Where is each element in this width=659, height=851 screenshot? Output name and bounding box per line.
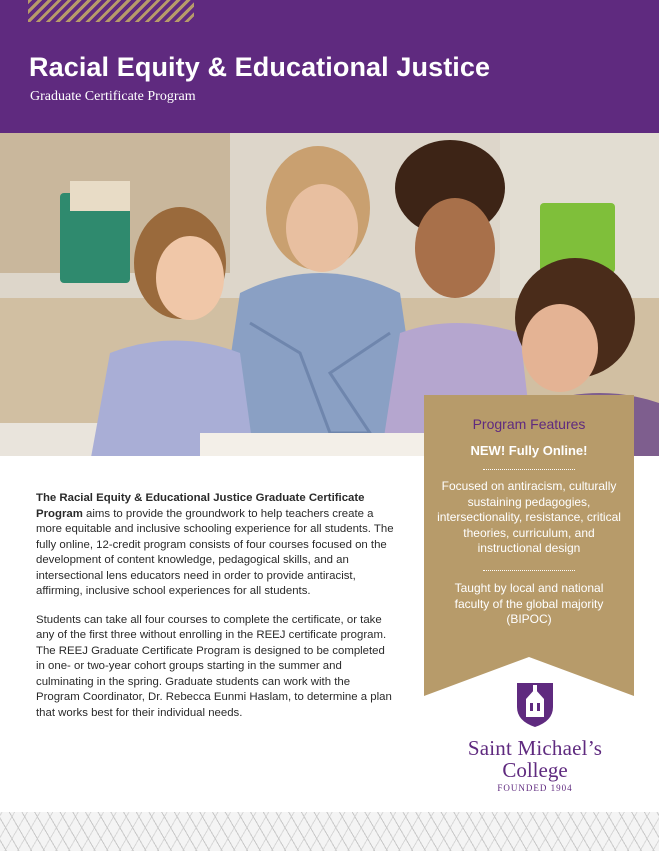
footer-pattern bbox=[0, 812, 659, 851]
program-features-ribbon bbox=[424, 395, 634, 696]
paragraph bbox=[36, 491, 394, 600]
features-title: Program Features bbox=[472, 416, 586, 432]
program-name: The Racial Equity & Educational Justice Graduate Certificate Program bbox=[36, 492, 365, 520]
decorative-stripes bbox=[28, 0, 194, 22]
founded-year: FOUNDED 1904 bbox=[497, 783, 573, 793]
feature-item: Taught by local and national faculty of the global majority (BIPOC) bbox=[454, 581, 604, 626]
program-description bbox=[36, 491, 394, 734]
divider bbox=[483, 469, 575, 470]
header-banner bbox=[0, 0, 659, 133]
feature-item: Focused on antiracism, culturally sustaining pedagogies, intersectionality, resistance, critical theories, curriculum, and instructional design bbox=[437, 479, 621, 555]
page-subtitle: Graduate Certificate Program bbox=[30, 89, 196, 104]
features-new-label: NEW! Fully Online! bbox=[470, 443, 588, 458]
chapel-crest-icon bbox=[515, 681, 555, 729]
page-title: Racial Equity & Educational Justice bbox=[29, 52, 491, 82]
divider bbox=[483, 570, 575, 571]
paragraph: Students can take all four courses to complete the certificate, or take any of the first three without enrolling in the REEJ certificate program. The REEJ Graduate Certificate Program is designed to be completed in one- or two-year cohort groups starting in the summer and culminating in the spring. Graduate students can work with the Program Coordinator, Dr. Rebecca Eunmi Haslam, to determine a plan that works best for their individual needs. bbox=[36, 613, 392, 719]
college-name-line1: Saint Michael’s bbox=[467, 736, 603, 760]
paragraph-text: aims to provide the groundwork to help teachers create a more equitable and inclusive schooling experience for all students. The fully online, 12-credit program consists of four courses focused on the development of content knowledge, pedagogical skills, and an intersectional lens educators need in order to provide antiracist, affirming, inclusive school experiences for all students. bbox=[36, 507, 394, 597]
college-logo bbox=[435, 681, 635, 801]
college-name-line2: College bbox=[502, 758, 568, 782]
